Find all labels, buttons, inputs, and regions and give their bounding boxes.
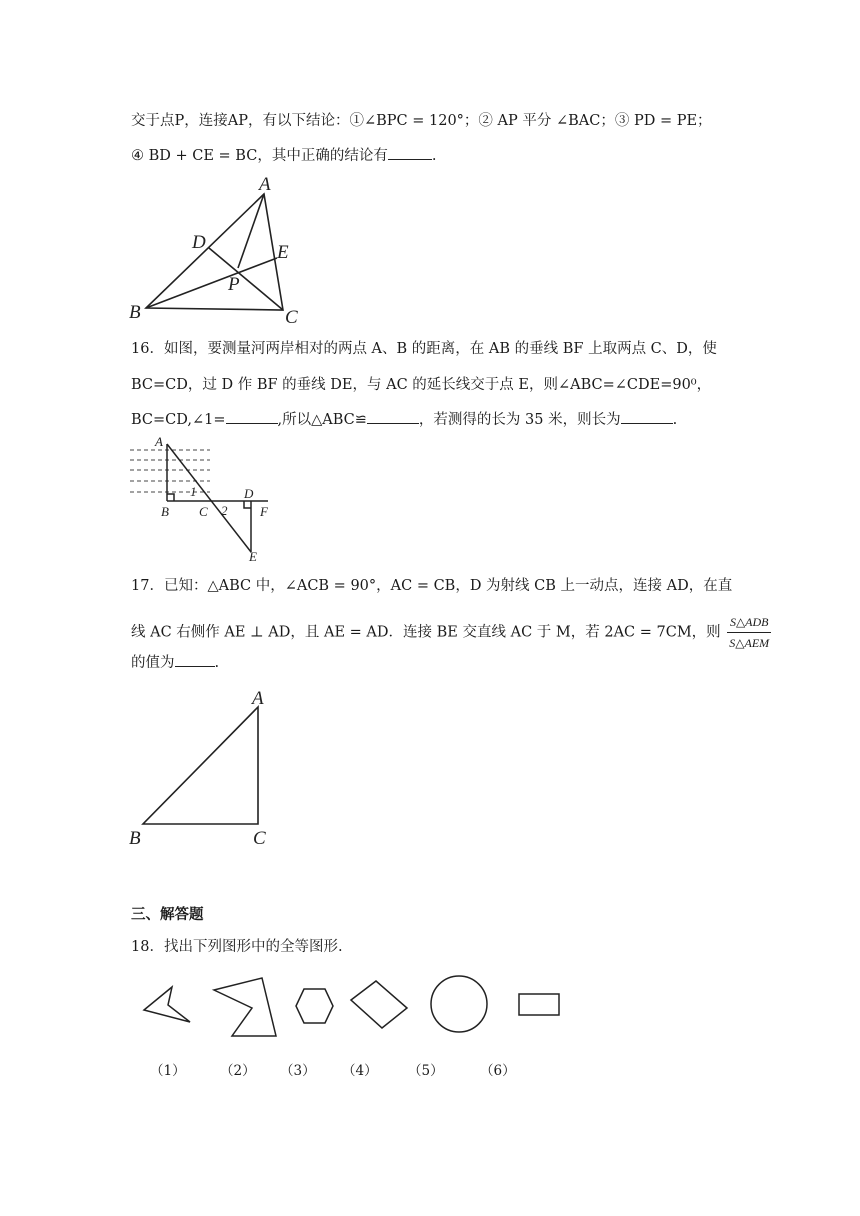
q15-text-line2 (131, 145, 436, 166)
q16-label-angle2: 2 (221, 503, 228, 518)
q16-text-line2: BC=CD，过 D 作 BF 的垂线 DE，与 AC 的延长线交于点 E，则∠ABC=∠CDE=90⁰， (131, 377, 712, 393)
q15-label-a: A (259, 174, 271, 195)
q18-shape-5 (431, 976, 487, 1032)
q17-fraction-denominator: S△AEM (729, 636, 770, 650)
q15-label-c: C (285, 307, 298, 328)
q17-text-line3 (131, 652, 219, 673)
q15-label-d: D (192, 232, 206, 253)
q17-text-line2 (131, 612, 771, 653)
q16-answer-blank-1[interactable] (226, 409, 278, 424)
q16-answer-blank-3[interactable] (621, 409, 673, 424)
q16-answer-blank-2[interactable] (367, 409, 419, 424)
q16-label-angle1: 1 (190, 484, 197, 499)
q16-label-e: E (249, 549, 257, 564)
q17-text-line3-b: . (214, 655, 220, 671)
q16-text-line3-b: ,所以△ABC≌ (277, 412, 367, 428)
q16-text-line3-d: . (672, 412, 678, 428)
q17-fraction-numerator: S△ADB (727, 612, 771, 633)
q18-caption-2: （2） (220, 1063, 256, 1079)
q18-shape-4 (351, 981, 407, 1028)
q18-caption-1: （1） (150, 1063, 186, 1079)
q18-caption-3: （3） (280, 1063, 316, 1079)
q17-area-ratio-fraction (727, 612, 771, 653)
q15-label-b: B (129, 302, 141, 323)
q18-shape-3 (296, 989, 333, 1023)
q15-text-line1: 交于点P，连接AP，有以下结论：①∠BPC = 120°；② AP 平分 ∠BAC；③ PD = PE； (131, 113, 712, 129)
q17-label-b: B (129, 828, 141, 849)
q18-shape-2 (214, 978, 276, 1036)
q15-text-line2-b: . (431, 148, 437, 164)
q18-caption-4: （4） (342, 1063, 378, 1079)
q18-caption-5: （5） (408, 1063, 444, 1079)
q16-text-line3-c: ，若测得的长为 35 米，则长为 (418, 412, 621, 428)
q18-text: 18．找出下列图形中的全等图形. (131, 939, 343, 955)
q16-text-line3 (131, 409, 677, 430)
q17-answer-blank[interactable] (175, 652, 215, 667)
q16-text-line1: 16．如图，要测量河两岸相对的两点 A、B 的距离，在 AB 的垂线 BF 上取两点 C、D，使 (131, 341, 717, 357)
q17-text-line1: 17．已知：△ABC 中，∠ACB = 90°，AC = CB，D 为射线 CB 上一动点，连接 AD，在直 (131, 578, 733, 594)
q16-label-c: C (199, 504, 208, 519)
q18-shape-1 (144, 987, 190, 1022)
q17-label-c: C (253, 828, 266, 849)
q17-text-line3-a: 的值为 (131, 655, 175, 671)
q15-answer-blank[interactable] (388, 145, 432, 160)
q18-caption-6: （6） (480, 1063, 516, 1079)
q15-label-p: P (228, 274, 240, 295)
q15-text-line2-a: ④ BD + CE = BC，其中正确的结论有 (131, 148, 388, 164)
q16-label-d: D (244, 486, 254, 501)
q15-label-e: E (277, 242, 289, 263)
q17-text-line2-a: 线 AC 右侧作 AE ⊥ AD，且 AE = AD．连接 BE 交直线 AC 于 M，若 2AC = 7CM，则 (131, 624, 721, 641)
q16-label-f: F (260, 504, 268, 519)
section-heading: 三、解答题 (131, 907, 204, 923)
q16-label-a: A (155, 434, 163, 449)
q16-text-line3-a: BC=CD,∠1= (131, 412, 226, 428)
q17-label-a: A (252, 688, 264, 709)
q16-label-b: B (161, 504, 169, 519)
q18-shape-6 (519, 994, 559, 1015)
